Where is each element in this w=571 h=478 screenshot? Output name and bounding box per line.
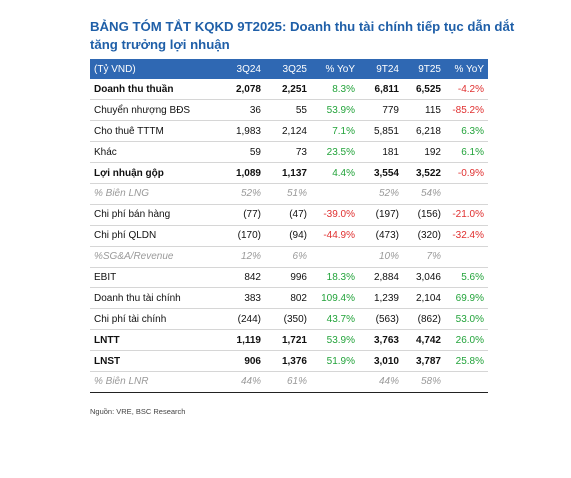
table-cell: 1,119	[236, 334, 261, 346]
table-cell: -39.0%	[323, 209, 355, 221]
table-cell: (473)	[375, 230, 399, 242]
table-cell: 2,078	[235, 83, 261, 95]
table-cell: (170)	[237, 230, 261, 242]
summary-table	[90, 59, 488, 393]
table-cell: 55	[295, 104, 307, 116]
table-cell: 3,046	[415, 271, 441, 283]
table-cell: (350)	[283, 313, 307, 325]
table-row	[90, 309, 488, 330]
table-cell: -0.9%	[457, 167, 484, 179]
table-cell: 10%	[378, 251, 399, 263]
table-header-row	[90, 59, 488, 79]
table-cell: 4.4%	[332, 167, 355, 179]
row-label: Chi phí QLDN	[94, 230, 157, 242]
table-cell: 3,787	[415, 355, 441, 367]
table-cell: 4,742	[415, 334, 441, 346]
table-cell: 5.6%	[461, 271, 484, 283]
table-row	[90, 288, 488, 309]
table-cell: 3,554	[373, 167, 399, 179]
row-label: Khác	[94, 146, 117, 158]
table-cell: -44.9%	[323, 230, 355, 242]
table-cell: 58%	[420, 376, 441, 388]
table-cell: 1,089	[235, 167, 261, 179]
table-cell: 2,884	[373, 271, 399, 283]
table-cell: 1,239	[373, 292, 399, 304]
table-cell: 6,811	[374, 83, 399, 95]
table-cell	[311, 371, 359, 392]
table-cell: 842	[244, 271, 261, 283]
header-9t24: 9T24	[376, 63, 399, 75]
row-label: %SG&A/Revenue	[94, 251, 174, 263]
source-note: Nguồn: VRE, BSC Research	[90, 407, 186, 416]
row-label: Chuyển nhượng BĐS	[94, 104, 191, 116]
table-cell	[445, 246, 488, 267]
table-cell: 996	[290, 271, 307, 283]
table-row	[90, 351, 488, 372]
table-cell: 8.3%	[332, 83, 355, 95]
table-cell: 44%	[378, 376, 399, 388]
header-3q24: 3Q24	[236, 63, 261, 75]
table-cell: (244)	[237, 313, 261, 325]
table-cell: 181	[382, 146, 399, 158]
header-unit: (Tỷ VND)	[94, 63, 136, 75]
table-cell: 802	[290, 292, 307, 304]
table-row	[90, 163, 488, 184]
table-row	[90, 225, 488, 246]
table-row	[90, 267, 488, 288]
table-cell: 3,763	[373, 334, 399, 346]
table-cell: (77)	[243, 209, 261, 221]
table-cell: 36	[249, 104, 261, 116]
header-9t25: 9T25	[418, 63, 441, 75]
header-yoy-quarter: % YoY	[325, 63, 355, 75]
table-cell: -85.2%	[452, 104, 484, 116]
table-cell: 18.3%	[326, 271, 355, 283]
table-cell: 53.9%	[326, 104, 355, 116]
row-label: % Biên LNG	[94, 188, 150, 200]
row-label: Doanh thu thuần	[94, 83, 174, 95]
table-cell: 61%	[286, 376, 307, 388]
table-cell: -4.2%	[457, 83, 484, 95]
table-cell: (862)	[417, 313, 441, 325]
row-label: % Biên LNR	[94, 376, 149, 388]
table-cell: 25.8%	[455, 355, 484, 367]
table-cell: 59	[249, 146, 261, 158]
row-label: EBIT	[94, 271, 117, 283]
row-label: LNTT	[94, 334, 120, 346]
header-3q25: 3Q25	[282, 63, 307, 75]
table-cell: 7.1%	[332, 125, 355, 137]
table-cell: (47)	[289, 209, 307, 221]
table-cell: 5,851	[373, 125, 399, 137]
table-cell: (156)	[417, 209, 441, 221]
table-cell: 1,983	[235, 125, 261, 137]
table-cell: 23.5%	[326, 146, 355, 158]
table-row	[90, 142, 488, 163]
table-cell: 52%	[378, 188, 399, 200]
table-cell: 43.7%	[326, 313, 355, 325]
table-row	[90, 79, 488, 100]
table-row	[90, 330, 488, 351]
table-cell	[311, 183, 359, 204]
table-row	[90, 371, 488, 392]
table-cell: 73	[295, 146, 307, 158]
table-cell: 53.9%	[326, 334, 355, 346]
table-cell: 1,137	[281, 167, 307, 179]
table-cell: 1,721	[281, 334, 307, 346]
table-row	[90, 100, 488, 121]
table-cell: 2,104	[415, 292, 441, 304]
row-label: Chi phí bán hàng	[94, 209, 171, 221]
table-cell: 6,525	[415, 83, 441, 95]
table-cell: 44%	[240, 376, 261, 388]
table-cell: 779	[382, 104, 399, 116]
table-cell: 383	[244, 292, 261, 304]
row-label: LNST	[94, 355, 121, 367]
table-cell: (563)	[375, 313, 399, 325]
row-label: Lợi nhuận gộp	[94, 167, 164, 179]
row-label: Doanh thu tài chính	[94, 292, 181, 304]
table-cell: 3,010	[373, 355, 399, 367]
table-cell: 6.1%	[461, 146, 484, 158]
table-cell: 51%	[286, 188, 307, 200]
table-cell: 906	[244, 355, 261, 367]
table-row	[90, 183, 488, 204]
table-body	[90, 79, 488, 392]
table-cell: -32.4%	[452, 230, 484, 242]
table-cell: 109.4%	[321, 292, 355, 304]
table-cell: 1,376	[281, 355, 307, 367]
row-label: Chi phí tài chính	[94, 313, 167, 325]
table-cell: 7%	[426, 251, 441, 263]
table-cell: (320)	[417, 230, 441, 242]
table-cell: 115	[425, 104, 441, 116]
table-row	[90, 121, 488, 142]
table-cell: (94)	[289, 230, 307, 242]
table-cell: 6,218	[415, 125, 441, 137]
table-cell: 2,124	[281, 125, 307, 137]
table-cell: 53.0%	[455, 313, 484, 325]
table-cell: 6.3%	[461, 125, 484, 137]
table-cell: 192	[424, 146, 441, 158]
table-row	[90, 246, 488, 267]
table-cell: -21.0%	[452, 209, 484, 221]
table-cell: 51.9%	[326, 355, 355, 367]
table-cell: 3,522	[415, 167, 441, 179]
table-cell	[311, 246, 359, 267]
table-cell: 54%	[420, 188, 441, 200]
table-cell: 69.9%	[455, 292, 484, 304]
table-cell: (197)	[375, 209, 399, 221]
table-row	[90, 204, 488, 225]
row-label: Cho thuê TTTM	[94, 125, 164, 137]
table-cell	[445, 371, 488, 392]
table-cell: 52%	[240, 188, 261, 200]
table-cell	[445, 183, 488, 204]
table-cell: 26.0%	[455, 334, 484, 346]
header-yoy-9m: % YoY	[454, 63, 484, 75]
page-title: BẢNG TÓM TẮT KQKD 9T2025: Doanh thu tài chính tiếp tục dẫn dắt tăng trưởng lợi nhuận	[90, 19, 515, 52]
table-cell: 6%	[292, 251, 307, 263]
table-cell: 12%	[240, 251, 261, 263]
table-cell: 2,251	[281, 83, 307, 95]
